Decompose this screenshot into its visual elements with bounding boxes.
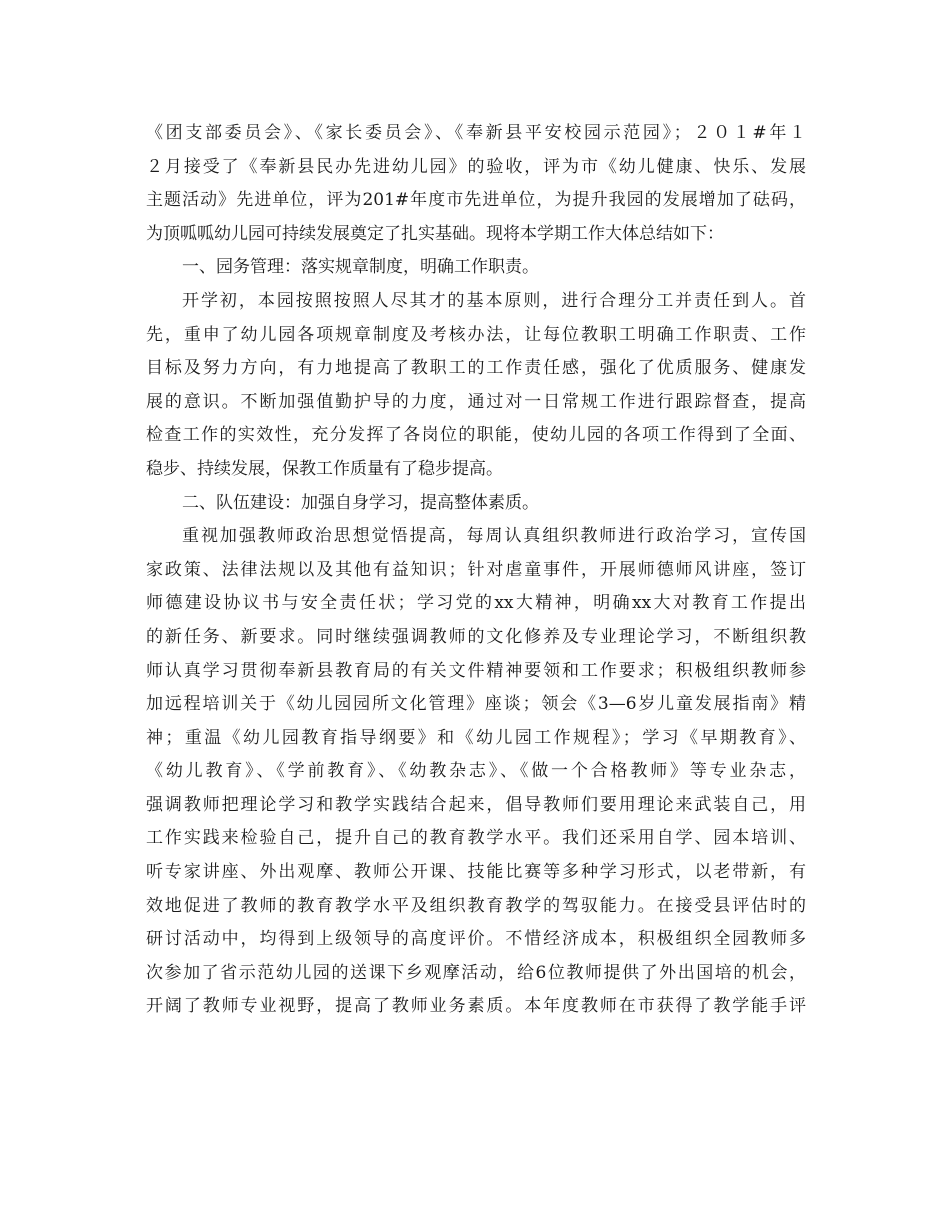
text-line: 家政策、法律法规以及其他有益知识；针对虐童事件，开展师德师风讲座，签订 [146,559,806,580]
text-line: 加远程培训关于《幼儿园园所文化管理》座谈；领会《3—6岁儿童发展指南》精 [146,694,806,715]
text-line: 《团支部委员会》、《家长委员会》、《奉新县平安校园示范园》；２０１#年１ [146,123,806,143]
text-line: 主题活动》先进单位，评为201#年度市先进单位，为提升我园的发展增加了砝码， [146,190,806,211]
text-line: 重视加强教师政治思想觉悟提高，每周认真组织教师进行政治学习，宣传国 [182,526,806,547]
text-line: 为顶呱呱幼儿园可持续发展奠定了扎实基础。现将本学期工作大体总结如下： [146,223,724,244]
text-line: 效地促进了教师的教育教学水平及组织教育教学的驾驭能力。在接受县评估时的 [146,895,806,916]
text-line: 一、园务管理：落实规章制度，明确工作职责。 [182,257,539,278]
text-line: 的新任务、新要求。同时继续强调教师的文化修养及专业理论学习，不断组织教 [146,626,806,647]
text-line: 稳步、持续发展，保教工作质量有了稳步提高。 [146,458,503,479]
text-line: 强调教师把理论学习和教学实践结合起来，倡导教师们要用理论来武装自己，用 [146,794,806,815]
text-line: 工作实践来检验自己，提升自己的教育教学水平。我们还采用自学、园本培训、 [146,828,806,849]
text-line: ２月接受了《奉新县民办先进幼儿园》的验收，评为市《幼儿健康、快乐、发展 [146,156,806,177]
document-body [146,117,806,1024]
text-line: 二、队伍建设：加强自身学习，提高整体素质。 [182,492,539,513]
text-line: 研讨活动中，均得到上级领导的高度评价。不惜经济成本，积极组织全园教师多 [146,929,806,950]
text-line: 检查工作的实效性，充分发挥了各岗位的职能，使幼儿园的各项工作得到了全面、 [146,425,806,446]
text-line: 先，重申了幼儿园各项规章制度及考核办法，让每位教职工明确工作职责、工作 [146,324,806,345]
text-line: 开学初，本园按照按照人尽其才的基本原则，进行合理分工并责任到人。首 [182,290,806,311]
text-line: 神；重温《幼儿园教育指导纲要》和《幼儿园工作规程》；学习《早期教育》、 [146,727,806,748]
text-line: 目标及努力方向，有力地提高了教职工的工作责任感，强化了优质服务、健康发 [146,358,806,379]
text-line: 次参加了省示范幼儿园的送课下乡观摩活动，给6位教师提供了外出国培的机会， [146,962,806,983]
text-line: 师认真学习贯彻奉新县教育局的有关文件精神要领和工作要求；积极组织教师参 [146,660,806,681]
text-line: 开阔了教师专业视野，提高了教师业务素质。本年度教师在市获得了教学能手评 [146,996,806,1017]
text-line: 听专家讲座、外出观摩、教师公开课、技能比赛等多种学习形式，以老带新，有 [146,862,806,883]
text-line: 师德建设协议书与安全责任状；学习党的xx大精神，明确xx大对教育工作提出 [146,593,806,614]
text-line: 展的意识。不断加强值勤护导的力度，通过对一日常规工作进行跟踪督查，提高 [146,391,806,412]
text-line: 《幼儿教育》、《学前教育》、《幼教杂志》、《做一个合格教师》等专业杂志， [146,761,806,782]
